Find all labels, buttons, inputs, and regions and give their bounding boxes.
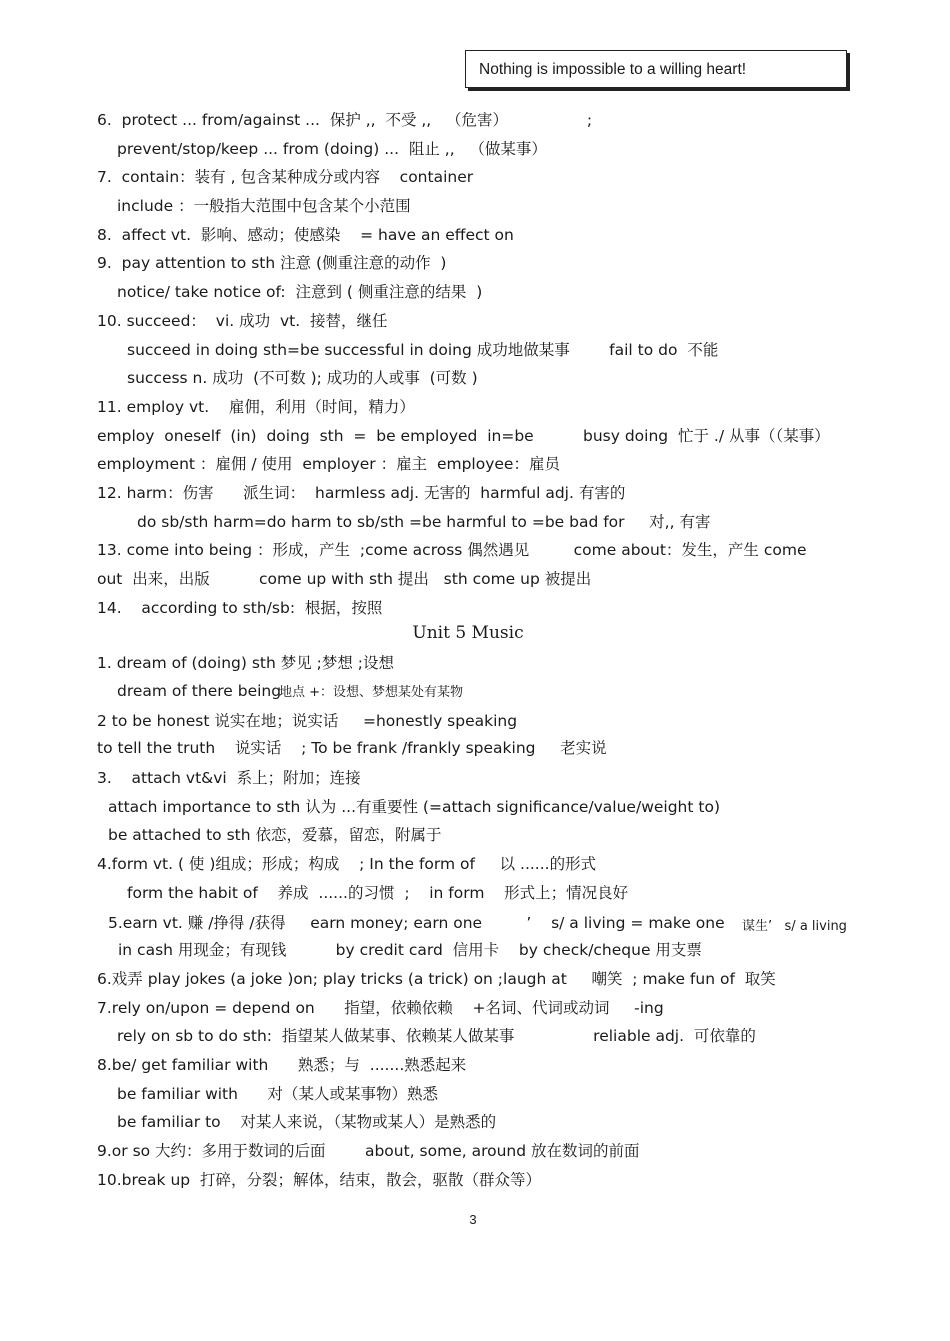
entry-line: success n. 成功 (不可数 ); 成功的人或事 (可数 ) — [127, 369, 478, 387]
entry-line: 1. dream of (doing) sth 梦见 ;梦想 ;设想 — [97, 654, 395, 672]
entry-line: 8.be/ get familiar with 熟悉；与 .......熟悉起来 — [97, 1056, 467, 1074]
entry-line: 9.or so 大约：多用于数词的后面 about, some, around 放在数词的前面 — [97, 1142, 640, 1160]
motto-box: Nothing is impossible to a willing heart! — [465, 50, 847, 88]
entry-line: to tell the truth 说实话 ; To be frank /frankly speaking 老实说 — [97, 739, 607, 757]
entry-line: dream of there being — [117, 682, 287, 700]
entry-line: prevent/stop/keep ... from (doing) ... 阻止 ,, （做某事） — [117, 140, 547, 158]
entry-line: 9. pay attention to sth 注意 (侧重注意的动作 ) — [97, 254, 447, 272]
entry-line: 5.earn vt. 赚 /挣得 /获得 earn money; earn one ’ s/ a living = make one — [108, 914, 725, 932]
entry-line: 13. come into being ：形成，产生 ;come across 偶然遇见 come about：发生，产生 come — [97, 541, 807, 559]
entry-line: 2 to be honest 说实在地；说实话 =honestly speaking — [97, 712, 518, 730]
entry-line: out 出来，出版 come up with sth 提出 sth come up 被提出 — [97, 570, 592, 588]
entry-line-note: 地点 +：设想、梦想某处有某物 — [279, 685, 464, 700]
entry-line: 10. succeed： vi. 成功 vt. 接替，继任 — [97, 312, 388, 330]
entry-line: 4.form vt. ( 使 )组成；形成；构成 ; In the form of 以 ......的形式 — [97, 855, 597, 873]
entry-line: employment ：雇佣 / 使用 employer ：雇主 employee：雇员 — [97, 455, 560, 473]
unit-title: Unit 5 Music — [412, 623, 524, 643]
entry-line: 6. protect ... from/against ... 保护 ,, 不受 ,, （危害） ; — [97, 111, 593, 129]
entry-line: be familiar to 对某人来说，（某物或某人）是熟悉的 — [117, 1113, 497, 1131]
entry-line: 7. contain：装有 , 包含某种成分或内容 container — [97, 168, 474, 186]
entry-line: be attached to sth 依恋，爱慕，留恋，附属于 — [108, 826, 442, 844]
entry-line-note: 谋生’ s/ a living — [742, 919, 847, 934]
entry-line: 11. employ vt. 雇佣，利用（时间，精力） — [97, 398, 415, 416]
entry-line: notice/ take notice of: 注意到 ( 侧重注意的结果 ) — [117, 283, 483, 301]
entry-line: do sb/sth harm=do harm to sb/sth =be harmful to =be bad for 对,, 有害 — [137, 513, 711, 531]
entry-line: 7.rely on/upon = depend on 指望，依赖依赖 +名词、代词或动词 -ing — [97, 999, 664, 1017]
entry-line: attach importance to sth 认为 ...有重要性 (=attach significance/value/weight to) — [108, 798, 720, 816]
entry-line: 10.break up 打碎，分裂；解体，结束，散会，驱散（群众等） — [97, 1171, 541, 1189]
entry-line: form the habit of 养成 ......的习惯 ; in form 形式上；情况良好 — [127, 884, 629, 902]
entry-line: include ：一般指大范围中包含某个小范围 — [117, 197, 411, 215]
entry-line: employ oneself (in) doing sth = be employed in=be busy doing 忙于 ./ 从事（（某事） — [97, 427, 830, 445]
entry-line: be familiar with 对（某人或某事物）熟悉 — [117, 1085, 439, 1103]
entry-line: 6.戏弄 play jokes (a joke )on; play tricks (a trick) on ;laugh at 嘲笑 ; make fun of 取笑 — [97, 970, 776, 988]
entry-line: rely on sb to do sth: 指望某人做某事、依赖某人做某事 reliable adj. 可依靠的 — [117, 1027, 756, 1045]
entry-line: succeed in doing sth=be successful in doing 成功地做某事 fail to do 不能 — [127, 341, 719, 359]
entry-line: 12. harm：伤害 派生词： harmless adj. 无害的 harmful adj. 有害的 — [97, 484, 626, 502]
entry-line: 8. affect vt. 影响、感动；使感染 = have an effect on — [97, 226, 514, 244]
page-number: 3 — [469, 1212, 477, 1227]
entry-line: 3. attach vt&vi 系上；附加；连接 — [97, 769, 361, 787]
entry-line: in cash 用现金；有现钱 by credit card 信用卡 by check/cheque 用支票 — [118, 941, 702, 959]
entry-line: 14. according to sth/sb: 根据，按照 — [97, 599, 383, 617]
